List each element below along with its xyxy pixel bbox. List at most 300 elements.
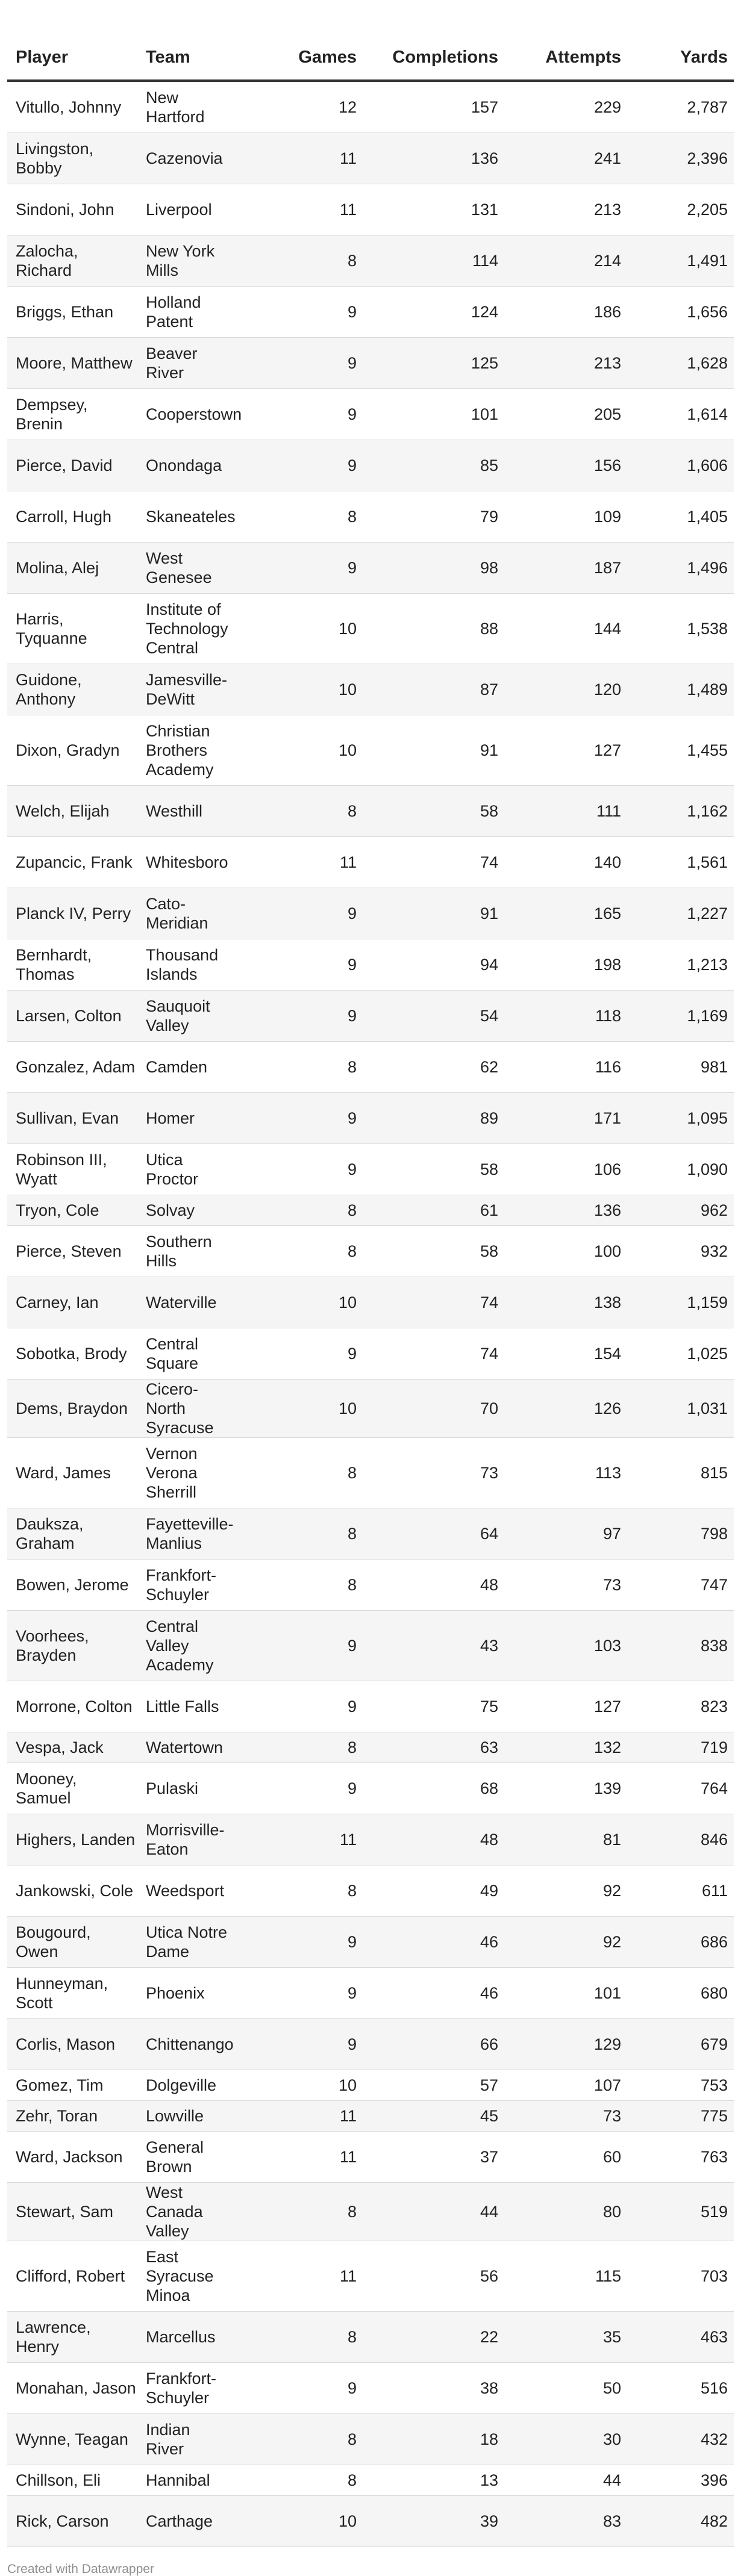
table-row [7,2363,734,2414]
player-cell: Lawrence, Henry [7,2312,139,2363]
yards-cell: 764 [624,1763,734,1814]
completions-cell: 125 [359,338,501,389]
games-cell: 9 [236,2363,359,2414]
completions-cell: 74 [359,837,501,888]
attempts-cell: 205 [501,389,624,440]
player-cell: Highers, Landen [7,1814,139,1865]
completions-cell: 54 [359,991,501,1042]
team-cell: West Canada Valley [139,2183,236,2241]
games-cell: 8 [236,2312,359,2363]
table-row [7,1763,734,1814]
games-cell: 8 [236,1226,359,1277]
table-row [7,1144,734,1195]
table-row [7,2496,734,2547]
attempts-cell: 165 [501,888,624,939]
table-row [7,2465,734,2496]
games-cell: 8 [236,491,359,543]
attempts-cell: 50 [501,2363,624,2414]
team-cell: Thousand Islands [139,939,236,991]
table-row [7,2070,734,2101]
yards-cell: 1,227 [624,888,734,939]
yards-cell: 1,159 [624,1277,734,1328]
attempts-cell: 132 [501,1732,624,1763]
completions-cell: 79 [359,491,501,543]
attempts-cell: 144 [501,594,624,664]
stats-table [7,35,734,2547]
completions-cell: 58 [359,1226,501,1277]
column-header-team[interactable]: Team [139,35,236,81]
player-cell: Moore, Matthew [7,338,139,389]
attempts-cell: 35 [501,2312,624,2363]
attempts-cell: 213 [501,338,624,389]
completions-cell: 46 [359,1968,501,2019]
table-body [7,81,734,2547]
completions-cell: 74 [359,1328,501,1380]
attempts-cell: 92 [501,1865,624,1917]
games-cell: 11 [236,1814,359,1865]
table-row [7,1611,734,1681]
attempts-cell: 81 [501,1814,624,1865]
games-cell: 9 [236,888,359,939]
table-row [7,1681,734,1732]
completions-cell: 43 [359,1611,501,1681]
completions-cell: 73 [359,1438,501,1508]
games-cell: 9 [236,2019,359,2070]
player-cell: Voorhees, Brayden [7,1611,139,1681]
games-cell: 11 [236,184,359,235]
team-cell: Central Valley Academy [139,1611,236,1681]
table-row [7,888,734,939]
completions-cell: 136 [359,133,501,184]
games-cell: 11 [236,2101,359,2132]
team-cell: Cicero-North Syracuse [139,1380,236,1438]
completions-cell: 88 [359,594,501,664]
attempts-cell: 111 [501,786,624,837]
attempts-cell: 109 [501,491,624,543]
games-cell: 11 [236,133,359,184]
team-cell: Liverpool [139,184,236,235]
completions-cell: 13 [359,2465,501,2496]
player-cell: Corlis, Mason [7,2019,139,2070]
games-cell: 11 [236,2132,359,2183]
player-cell: Gomez, Tim [7,2070,139,2101]
player-cell: Pierce, Steven [7,1226,139,1277]
games-cell: 8 [236,1438,359,1508]
attempts-cell: 107 [501,2070,624,2101]
team-cell: Christian Brothers Academy [139,715,236,786]
player-cell: Welch, Elijah [7,786,139,837]
yards-cell: 396 [624,2465,734,2496]
yards-cell: 2,205 [624,184,734,235]
completions-cell: 94 [359,939,501,991]
attempts-cell: 80 [501,2183,624,2241]
player-cell: Sullivan, Evan [7,1093,139,1144]
yards-cell: 1,169 [624,991,734,1042]
yards-cell: 1,213 [624,939,734,991]
yards-cell: 1,656 [624,287,734,338]
completions-cell: 101 [359,389,501,440]
yards-cell: 815 [624,1438,734,1508]
attempts-cell: 229 [501,81,624,133]
completions-cell: 48 [359,1560,501,1611]
column-header-player[interactable]: Player [7,35,139,81]
games-cell: 8 [236,786,359,837]
games-cell: 9 [236,939,359,991]
yards-cell: 1,614 [624,389,734,440]
team-cell: New Hartford [139,81,236,133]
games-cell: 9 [236,1611,359,1681]
games-cell: 10 [236,664,359,715]
completions-cell: 38 [359,2363,501,2414]
attempts-cell: 101 [501,1968,624,2019]
player-cell: Mooney, Samuel [7,1763,139,1814]
completions-cell: 85 [359,440,501,491]
yards-cell: 1,489 [624,664,734,715]
attempts-cell: 198 [501,939,624,991]
completions-cell: 91 [359,715,501,786]
team-cell: West Genesee [139,543,236,594]
team-cell: Jamesville-DeWitt [139,664,236,715]
team-cell: Utica Notre Dame [139,1917,236,1968]
attempts-cell: 60 [501,2132,624,2183]
yards-cell: 981 [624,1042,734,1093]
games-cell: 9 [236,338,359,389]
games-cell: 9 [236,1968,359,2019]
team-cell: Indian River [139,2414,236,2465]
table-row [7,1438,734,1508]
team-cell: Sauquoit Valley [139,991,236,1042]
games-cell: 10 [236,1380,359,1438]
games-cell: 10 [236,2496,359,2547]
team-cell: Whitesboro [139,837,236,888]
player-cell: Jankowski, Cole [7,1865,139,1917]
attempts-cell: 115 [501,2241,624,2312]
games-cell: 8 [236,1042,359,1093]
table-row [7,235,734,287]
table-row [7,1093,734,1144]
table-row [7,1508,734,1560]
team-cell: East Syracuse Minoa [139,2241,236,2312]
attempts-cell: 154 [501,1328,624,1380]
completions-cell: 62 [359,1042,501,1093]
team-cell: Dolgeville [139,2070,236,2101]
games-cell: 9 [236,543,359,594]
table-header [7,35,734,81]
yards-cell: 1,162 [624,786,734,837]
completions-cell: 45 [359,2101,501,2132]
completions-cell: 70 [359,1380,501,1438]
attempts-cell: 127 [501,715,624,786]
table-row [7,287,734,338]
player-cell: Tryon, Cole [7,1195,139,1226]
team-cell: Camden [139,1042,236,1093]
table-row [7,2183,734,2241]
player-cell: Molina, Alej [7,543,139,594]
team-cell: Skaneateles [139,491,236,543]
player-cell: Robinson III, Wyatt [7,1144,139,1195]
team-cell: Waterville [139,1277,236,1328]
player-cell: Guidone, Anthony [7,664,139,715]
player-cell: Hunneyman, Scott [7,1968,139,2019]
completions-cell: 91 [359,888,501,939]
player-cell: Dems, Braydon [7,1380,139,1438]
completions-cell: 89 [359,1093,501,1144]
games-cell: 9 [236,1917,359,1968]
attempts-cell: 241 [501,133,624,184]
yards-cell: 775 [624,2101,734,2132]
team-cell: Cooperstown [139,389,236,440]
attempts-cell: 127 [501,1681,624,1732]
games-cell: 10 [236,2070,359,2101]
column-header-yards[interactable]: Yards [624,35,734,81]
player-cell: Larsen, Colton [7,991,139,1042]
yards-cell: 838 [624,1611,734,1681]
attempts-cell: 129 [501,2019,624,2070]
player-cell: Morrone, Colton [7,1681,139,1732]
yards-cell: 703 [624,2241,734,2312]
completions-cell: 61 [359,1195,501,1226]
player-cell: Chillson, Eli [7,2465,139,2496]
attempts-cell: 83 [501,2496,624,2547]
attempts-cell: 139 [501,1763,624,1814]
games-cell: 11 [236,837,359,888]
yards-cell: 516 [624,2363,734,2414]
attempts-cell: 44 [501,2465,624,2496]
yards-cell: 1,628 [624,338,734,389]
team-cell: New York Mills [139,235,236,287]
table-row [7,2414,734,2465]
completions-cell: 157 [359,81,501,133]
table-row [7,543,734,594]
team-cell: Cazenovia [139,133,236,184]
yards-cell: 519 [624,2183,734,2241]
games-cell: 9 [236,389,359,440]
attempts-cell: 92 [501,1917,624,1968]
yards-cell: 1,455 [624,715,734,786]
player-cell: Carney, Ian [7,1277,139,1328]
team-cell: Homer [139,1093,236,1144]
team-cell: Vernon Verona Sherrill [139,1438,236,1508]
games-cell: 9 [236,1763,359,1814]
player-cell: Clifford, Robert [7,2241,139,2312]
yards-cell: 2,396 [624,133,734,184]
player-cell: Ward, Jackson [7,2132,139,2183]
completions-cell: 44 [359,2183,501,2241]
games-cell: 12 [236,81,359,133]
team-cell: Solvay [139,1195,236,1226]
table-row [7,133,734,184]
yards-cell: 1,606 [624,440,734,491]
games-cell: 9 [236,440,359,491]
table-row [7,837,734,888]
yards-cell: 1,496 [624,543,734,594]
table-row [7,715,734,786]
attempts-cell: 213 [501,184,624,235]
player-cell: Bernhardt, Thomas [7,939,139,991]
yards-cell: 680 [624,1968,734,2019]
games-cell: 8 [236,235,359,287]
games-cell: 8 [236,1195,359,1226]
yards-cell: 1,561 [624,837,734,888]
player-cell: Livingston, Bobby [7,133,139,184]
attempts-cell: 106 [501,1144,624,1195]
completions-cell: 48 [359,1814,501,1865]
table-row [7,2101,734,2132]
completions-cell: 114 [359,235,501,287]
team-cell: Onondaga [139,440,236,491]
attempts-cell: 100 [501,1226,624,1277]
team-cell: Lowville [139,2101,236,2132]
completions-cell: 74 [359,1277,501,1328]
completions-cell: 63 [359,1732,501,1763]
attempts-cell: 73 [501,1560,624,1611]
games-cell: 9 [236,287,359,338]
table-row [7,1042,734,1093]
table-row [7,2019,734,2070]
yards-cell: 798 [624,1508,734,1560]
team-cell: Carthage [139,2496,236,2547]
yards-cell: 482 [624,2496,734,2547]
team-cell: Pulaski [139,1763,236,1814]
yards-cell: 932 [624,1226,734,1277]
table-row [7,939,734,991]
attempts-cell: 126 [501,1380,624,1438]
table-row [7,594,734,664]
yards-cell: 1,095 [624,1093,734,1144]
player-cell: Stewart, Sam [7,2183,139,2241]
table-row [7,389,734,440]
table-row [7,2132,734,2183]
yards-cell: 846 [624,1814,734,1865]
completions-cell: 64 [359,1508,501,1560]
table-row [7,2312,734,2363]
attempts-cell: 103 [501,1611,624,1681]
team-cell: Central Square [139,1328,236,1380]
team-cell: Holland Patent [139,287,236,338]
table-row [7,1380,734,1438]
games-cell: 8 [236,1560,359,1611]
yards-cell: 753 [624,2070,734,2101]
yards-cell: 1,491 [624,235,734,287]
player-cell: Rick, Carson [7,2496,139,2547]
completions-cell: 131 [359,184,501,235]
yards-cell: 1,031 [624,1380,734,1438]
player-cell: Monahan, Jason [7,2363,139,2414]
attempts-cell: 30 [501,2414,624,2465]
attempts-cell: 136 [501,1195,624,1226]
attempts-cell: 138 [501,1277,624,1328]
column-header-games[interactable]: Games [236,35,359,81]
player-cell: Daukszа, Graham [7,1508,139,1560]
table-row [7,1865,734,1917]
yards-cell: 463 [624,2312,734,2363]
table-row [7,338,734,389]
player-cell: Sobotka, Brody [7,1328,139,1380]
yards-cell: 611 [624,1865,734,1917]
yards-cell: 719 [624,1732,734,1763]
player-cell: Bougourd, Owen [7,1917,139,1968]
team-cell: General Brown [139,2132,236,2183]
team-cell: Beaver River [139,338,236,389]
header-row [7,35,734,81]
player-cell: Sindoni, John [7,184,139,235]
yards-cell: 1,090 [624,1144,734,1195]
player-cell: Bowen, Jerome [7,1560,139,1611]
team-cell: Frankfort-Schuyler [139,1560,236,1611]
player-cell: Briggs, Ethan [7,287,139,338]
table-row [7,184,734,235]
attempts-cell: 187 [501,543,624,594]
attempts-cell: 116 [501,1042,624,1093]
games-cell: 11 [236,2241,359,2312]
yards-cell: 679 [624,2019,734,2070]
completions-cell: 87 [359,664,501,715]
completions-cell: 49 [359,1865,501,1917]
table-row [7,1277,734,1328]
yards-cell: 747 [624,1560,734,1611]
attempts-cell: 118 [501,991,624,1042]
table-row [7,1917,734,1968]
team-cell: Watertown [139,1732,236,1763]
player-cell: Zehr, Toran [7,2101,139,2132]
table-row [7,1560,734,1611]
completions-cell: 98 [359,543,501,594]
yards-cell: 432 [624,2414,734,2465]
player-cell: Ward, James [7,1438,139,1508]
yards-cell: 686 [624,1917,734,1968]
player-cell: Vitullo, Johnny [7,81,139,133]
player-cell: Harris, Tyquanne [7,594,139,664]
table-row [7,81,734,133]
team-cell: Hannibal [139,2465,236,2496]
player-cell: Gonzalez, Adam [7,1042,139,1093]
player-cell: Planck IV, Perry [7,888,139,939]
completions-cell: 37 [359,2132,501,2183]
games-cell: 9 [236,991,359,1042]
team-cell: Westhill [139,786,236,837]
table-row [7,991,734,1042]
datawrapper-credit: Created with Datawrapper [7,2562,154,2576]
player-cell: Carroll, Hugh [7,491,139,543]
completions-cell: 68 [359,1763,501,1814]
games-cell: 9 [236,1093,359,1144]
yards-cell: 1,538 [624,594,734,664]
team-cell: Southern Hills [139,1226,236,1277]
completions-cell: 124 [359,287,501,338]
attempts-cell: 120 [501,664,624,715]
table-row [7,1968,734,2019]
games-cell: 8 [236,2465,359,2496]
player-cell: Dempsey, Brenin [7,389,139,440]
completions-cell: 66 [359,2019,501,2070]
column-header-attempts[interactable]: Attempts [501,35,624,81]
games-cell: 10 [236,594,359,664]
column-header-completions[interactable]: Completions [359,35,501,81]
team-cell: Morrisville-Eaton [139,1814,236,1865]
team-cell: Utica Proctor [139,1144,236,1195]
yards-cell: 763 [624,2132,734,2183]
table-row [7,1328,734,1380]
attempts-cell: 186 [501,287,624,338]
games-cell: 8 [236,1865,359,1917]
table-row [7,786,734,837]
attempts-cell: 156 [501,440,624,491]
completions-cell: 58 [359,1144,501,1195]
table-row [7,440,734,491]
team-cell: Marcellus [139,2312,236,2363]
team-cell: Institute of Technology Central [139,594,236,664]
team-cell: Cato-Meridian [139,888,236,939]
